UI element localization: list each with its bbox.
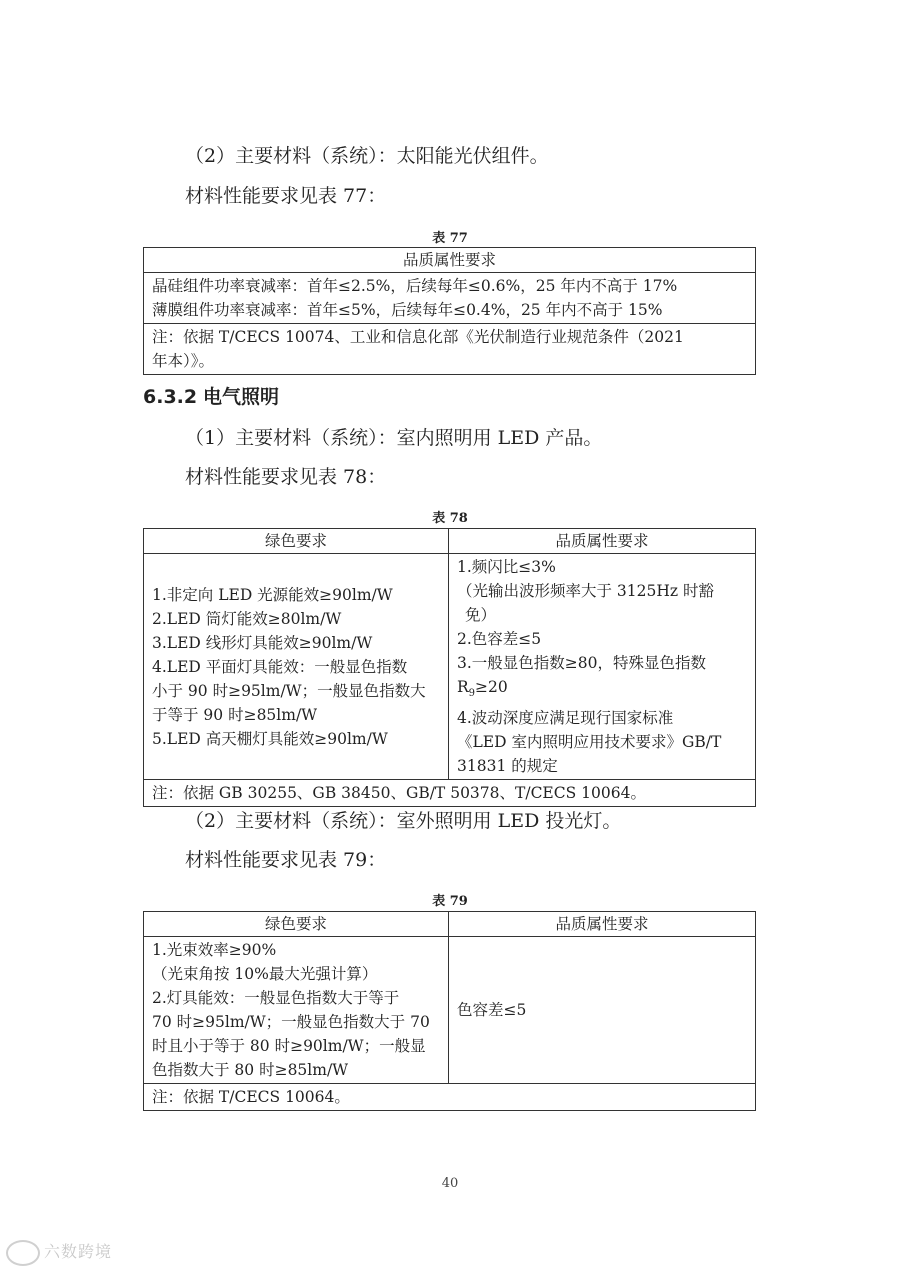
table77-row-crystalline: 晶硅组件功率衰减率：首年≤2.5%，后续每年≤0.6%，25 年内不高于 17%	[152, 277, 678, 295]
r9-symbol: R	[457, 678, 469, 696]
table78-quality-line: 3.一般显色指数≥80，特殊显色指数	[457, 654, 707, 672]
table78-quality-line: 《LED 室内照明应用技术要求》GB/T	[457, 733, 722, 752]
table78-green-line: 2.LED 筒灯能效≥80lm/W	[152, 609, 342, 628]
table78-header-green: 绿色要求	[144, 529, 449, 554]
table79-caption: 表 79	[432, 894, 468, 909]
table79-quality-cell: 色容差≤5	[449, 937, 756, 1084]
table78-green-line: 1.非定向 LED 光源能效≥90lm/W	[152, 585, 393, 604]
table79	[143, 911, 756, 1111]
table79-green-line: （光束角按 10%最大光强计算）	[152, 965, 378, 983]
table78-r9-line	[457, 675, 747, 706]
watermark-logo-icon	[6, 1240, 40, 1266]
table78-quality-line: 2.色容差≤5	[457, 630, 542, 648]
section-number: 6.3.2	[143, 386, 198, 408]
table77-header: 品质属性要求	[144, 248, 756, 273]
table78-green-line: 4.LED 平面灯具能效：一般显色指数	[152, 657, 408, 676]
table78	[143, 528, 756, 807]
table77-note	[144, 324, 756, 375]
table79-green-cell	[144, 937, 449, 1084]
item-solar-pv: （2）主要材料（系统）：太阳能光伏组件。	[185, 145, 549, 167]
table77	[143, 247, 756, 375]
table78-quality-cell	[449, 554, 756, 780]
table78-header-quality: 品质属性要求	[449, 529, 756, 554]
watermark	[6, 1239, 112, 1266]
table78-green-line: 小于 90 时≥95lm/W；一般显色指数大	[152, 681, 426, 700]
table79-green-line: 1.光束效率≥90%	[152, 941, 277, 959]
table78-green-cell	[144, 554, 449, 780]
section-title: 电气照明	[203, 386, 280, 408]
table78-green-line: 5.LED 高天棚灯具能效≥90lm/W	[152, 729, 388, 748]
table79-green-line: 色指数大于 80 时≥85lm/W	[152, 1061, 349, 1079]
table78-quality-line: 1.频闪比≤3%	[457, 558, 556, 576]
table78-quality-line: （光输出波形频率大于 3125Hz 时豁	[457, 582, 714, 600]
table78-green-line: 3.LED 线形灯具能效≥90lm/W	[152, 633, 373, 652]
table77-row-thinfilm: 薄膜组件功率衰减率：首年≤5%，后续每年≤0.4%，25 年内不高于 15%	[152, 301, 663, 319]
table77-reference: 材料性能要求见表 77：	[185, 185, 387, 207]
table78-quality-line: 免）	[465, 606, 497, 624]
table79-green-line: 2.灯具能效：一般显色指数大于等于	[152, 989, 400, 1007]
table77-caption: 表 77	[432, 231, 468, 246]
item-outdoor-led: （2）主要材料（系统）：室外照明用 LED 投光灯。	[185, 810, 622, 832]
r9-subscript: 9	[468, 688, 476, 700]
table79-header-quality: 品质属性要求	[449, 912, 756, 937]
table79-green-line: 时且小于等于 80 时≥90lm/W；一般显	[152, 1037, 426, 1055]
item-indoor-led: （1）主要材料（系统）：室内照明用 LED 产品。	[185, 427, 603, 449]
table78-caption: 表 78	[432, 511, 468, 526]
table77-note-line1: 注：依据 T/CECS 10074、工业和信息化部《光伏制造行业规范条件（2021	[152, 328, 684, 346]
table77-body	[144, 273, 756, 324]
section-heading	[143, 382, 279, 409]
table79-reference: 材料性能要求见表 79：	[185, 849, 387, 871]
page-number: 40	[441, 1176, 459, 1191]
table79-header-green: 绿色要求	[144, 912, 449, 937]
r9-value: ≥20	[475, 678, 508, 696]
watermark-text: 六数跨境	[44, 1242, 113, 1261]
table78-green-line: 于等于 90 时≥85lm/W	[152, 705, 318, 724]
table78-quality-line: 4.波动深度应满足现行国家标准	[457, 709, 674, 728]
table79-green-line: 70 时≥95lm/W；一般显色指数大于 70	[152, 1013, 430, 1031]
table77-note-line2: 年本）》。	[152, 352, 215, 370]
table79-note: 注：依据 T/CECS 10064。	[144, 1084, 756, 1111]
table78-reference: 材料性能要求见表 78：	[185, 466, 387, 488]
table78-quality-line: 31831 的规定	[457, 757, 558, 776]
table78-note: 注：依据 GB 30255、GB 38450、GB/T 50378、T/CECS 10064。	[144, 780, 756, 807]
